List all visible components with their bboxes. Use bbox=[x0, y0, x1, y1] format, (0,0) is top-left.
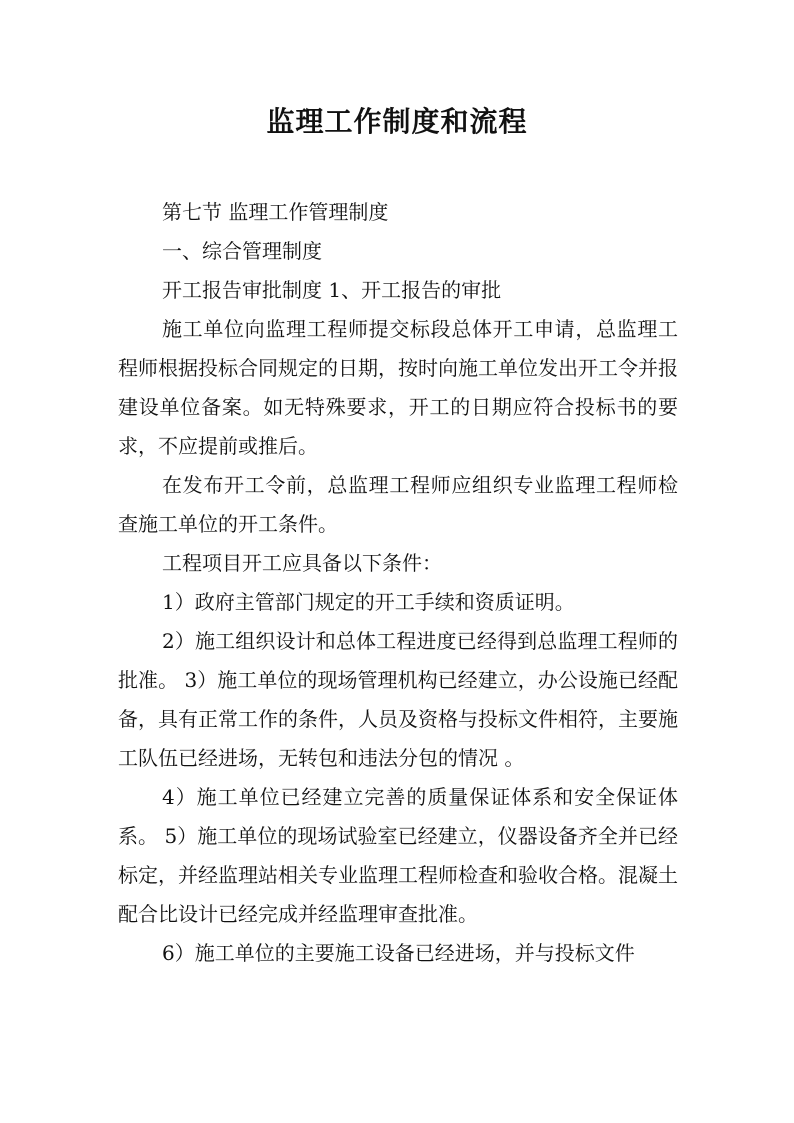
paragraph: 施工单位向监理工程师提交标段总体开工申请，总监理工程师根据投标合同规定的日期，按时向施工单位发出开工令并报建设单位备案。如无特殊要求，开工的日期应符合投标书的要求，不应提前或推后。 bbox=[118, 317, 678, 458]
subsection-heading: 一、综合管理制度 bbox=[162, 239, 322, 263]
document-body bbox=[118, 193, 678, 973]
list-item: 4）施工单位已经建立完善的质量保证体系和安全保证体系。 5）施工单位的现场试验室已经建立，仪器设备齐全并已经标定，并经监理站相关专业监理工程师检查和验收合格。混凝土配合比设计已经完成并经监理审查批准。 bbox=[118, 785, 678, 926]
list-item: 2）施工组织设计和总体工程进度已经得到总监理工程师的批准。 3）施工单位的现场管理机构已经建立，办公设施已经配备，具有正常工作的条件，人员及资格与投标文件相符，主要施工队伍已经进场，无转包和违法分包的情况 。 bbox=[118, 629, 678, 770]
paragraph: 在发布开工令前，总监理工程师应组织专业监理工程师检查施工单位的开工条件。 bbox=[118, 473, 678, 536]
paragraph: 开工报告审批制度 1、开工报告的审批 bbox=[162, 278, 502, 302]
list-item: 6）施工单位的主要施工设备已经进场，并与投标文件 bbox=[162, 941, 635, 965]
document-title: 监理工作制度和流程 bbox=[266, 105, 528, 138]
paragraph: 工程项目开工应具备以下条件： bbox=[162, 551, 442, 575]
list-item: 1）政府主管部门规定的开工手续和资质证明。 bbox=[162, 590, 575, 614]
section-heading: 第七节 监理工作管理制度 bbox=[162, 200, 389, 224]
